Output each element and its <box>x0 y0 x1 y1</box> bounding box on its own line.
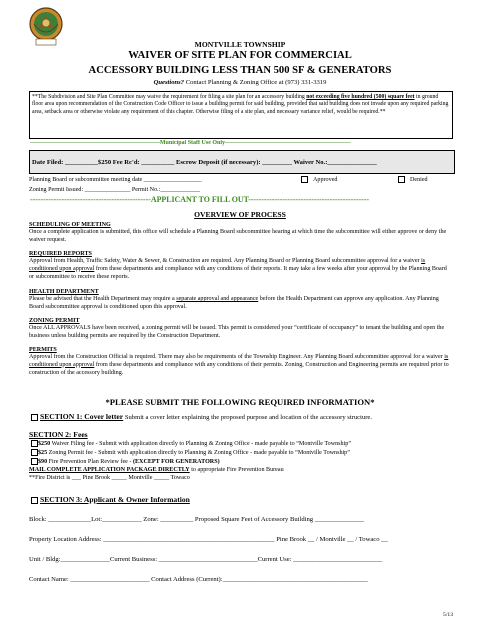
page-number: 5/13 <box>443 612 453 618</box>
meeting-date-field[interactable]: Planning Board or subcommittee meeting date ___________________ <box>29 177 202 183</box>
health-text: Please be advised that the Health Department may require a separate approval and appearance before the Health Department can approve any application. Any Planning Board subcommittee approval is conditioned upon this approval. <box>29 296 439 310</box>
fire-district-field[interactable]: **Fire District is ___ Pine Brook _____ Montville _____ Towaco <box>29 475 190 481</box>
unit-business-use-field[interactable]: Unit / Bldg:_______________Current Business: ______________________________Current Use: ___________________________ <box>29 556 383 563</box>
fee1-checkbox[interactable] <box>31 440 38 447</box>
page-title-line2: ACCESSORY BUILDING LESS THAN 500 SF & GENERATORS <box>88 65 392 76</box>
section1-checkbox[interactable] <box>31 414 38 421</box>
mail-line: MAIL COMPLETE APPLICATION PACKAGE DIRECTLY to appropriate Fire Prevention Bureau <box>29 467 284 473</box>
fee3-checkbox[interactable] <box>31 458 38 465</box>
township-name: MONTVILLE TOWNSHIP <box>194 40 286 49</box>
zoning-permit-field[interactable]: Zoning Permit Issued: _______________ Permit No.:_____________ <box>29 187 200 193</box>
reports-heading: REQUIRED REPORTS <box>29 251 92 257</box>
section1-row <box>40 413 372 422</box>
zoning-heading: ZONING PERMIT <box>29 318 80 324</box>
applicant-divider: ----------------------------------------------APPLICANT TO FILL OUT---------------------------------------------- <box>30 196 370 204</box>
denied-checkbox[interactable] <box>398 176 405 183</box>
overview-title: OVERVIEW OF PROCESS <box>194 210 286 219</box>
property-location-field[interactable]: Property Location Address: ____________________________________________________ Pine Brook __ / Montville __ / Towaco __ <box>29 536 388 543</box>
zoning-text: Once ALL APPROVALS have been received, a zoning permit will be issued. This permit is considered your “certificate of occupancy” to tenant the building and open the business unless building permits are required by the Construction Department. <box>29 325 445 339</box>
approved-checkbox[interactable] <box>301 176 308 183</box>
questions-contact: Contact Planning & Zoning Office at (973) 331-3319 <box>185 79 327 86</box>
section2-title: SECTION 2: Fees <box>29 430 88 439</box>
page-title-line1: WAIVER OF SITE PLAN FOR COMMERCIAL <box>128 50 352 61</box>
block-lot-zone-field[interactable]: Block: _____________Lot:____________ Zone: __________ Proposed Square Feet of Accessory Building _______________ <box>29 516 365 523</box>
denied-label: Denied <box>410 177 428 183</box>
fee3-line: $90 Fire Prevention Plan Review fee - (EXCEPT FOR GENERATORS) <box>38 459 220 465</box>
section3-row <box>40 496 190 505</box>
note-bold-text: not exceeding five hundred (500) square feet <box>306 94 415 100</box>
fee2-checkbox[interactable] <box>31 449 38 456</box>
section3-title: SECTION 3: Applicant & Owner Information <box>40 495 190 504</box>
staff-fee-row[interactable]: Date Filed: __________$250 Fee Rc'd: __________ Escrow Deposit (if necessary): _________ Waiver No.:_______________ <box>32 159 377 166</box>
section1-title: SECTION 1: Cover letter <box>40 412 124 421</box>
waiver-note-box <box>29 91 453 139</box>
section1-text: Submit a cover letter explaining the proposed purpose and location of the accessory structure. <box>123 414 373 421</box>
health-heading: HEALTH DEPARTMENT <box>29 289 99 295</box>
scheduling-text: Once a complete application is submitted, this office will schedule a Planning Board subcommittee hearing at which time the subcommittee will either approve or deny the waiver request. <box>29 229 447 243</box>
contact-field[interactable]: Contact Name: ________________________ Contact Address (Current):____________________________________________ <box>29 576 368 583</box>
submit-title: *PLEASE SUBMIT THE FOLLOWING REQUIRED INFORMATION* <box>105 397 375 407</box>
staff-fee-box <box>29 150 455 174</box>
reports-text: Approval from Health, Traffic Safety, Water & Sewer, & Construction are required. Any Planning Board or Planning Board subcommittee approval for a waiver is conditioned upon approval from these departments and compliance with any conditions of their reports. It may take a few weeks after your approval by the Planning Board or subcommittee to receive these reports. <box>29 258 447 280</box>
note-text-1: **The Subdivision and Site Plan Committee may waive the requirement for filing a site plan for an accessory building <box>32 94 307 100</box>
permits-text: Approval from the Construction Official is required. There may also be requirements of the Township Engineer. Any Planning Board subcommittee approval for a waiver is conditioned upon approval from these departments and compliance with any conditions of their permits. Zoning, Construction and Engineering permits are required prior to construction of the accessory building. <box>29 354 449 376</box>
fee2-line: $25 Zoning Permit fee - Submit with application directly to Planning & Zoning Office - made payable to “Montville Township” <box>38 450 350 456</box>
staff-use-divider: -----------------------------------------------------------------Municipal Staff Use Only--------------------------------------------------------------- <box>30 140 351 146</box>
scheduling-heading: SCHEDULING OF MEETING <box>29 222 111 228</box>
fee1-line: $250 Waiver Filing fee - Submit with application directly to Planning & Zoning Office - made payable to “Montville Township” <box>38 441 352 447</box>
section3-checkbox[interactable] <box>31 497 38 504</box>
permits-heading: PERMITS <box>29 347 57 353</box>
approved-label: Approved <box>313 177 338 183</box>
questions-line <box>0 80 480 87</box>
questions-label: Questions? <box>153 79 185 86</box>
note-text-2: in ground floor area upon recommendation of the Construction Code Officer to issue a building permit for said building, provided that said building does not invade upon any required parking area, setback area or otherwise violate any requirement of this chapter. Otherwise filing of a site plan, and necessary variance relief, would be required.** <box>32 94 449 115</box>
